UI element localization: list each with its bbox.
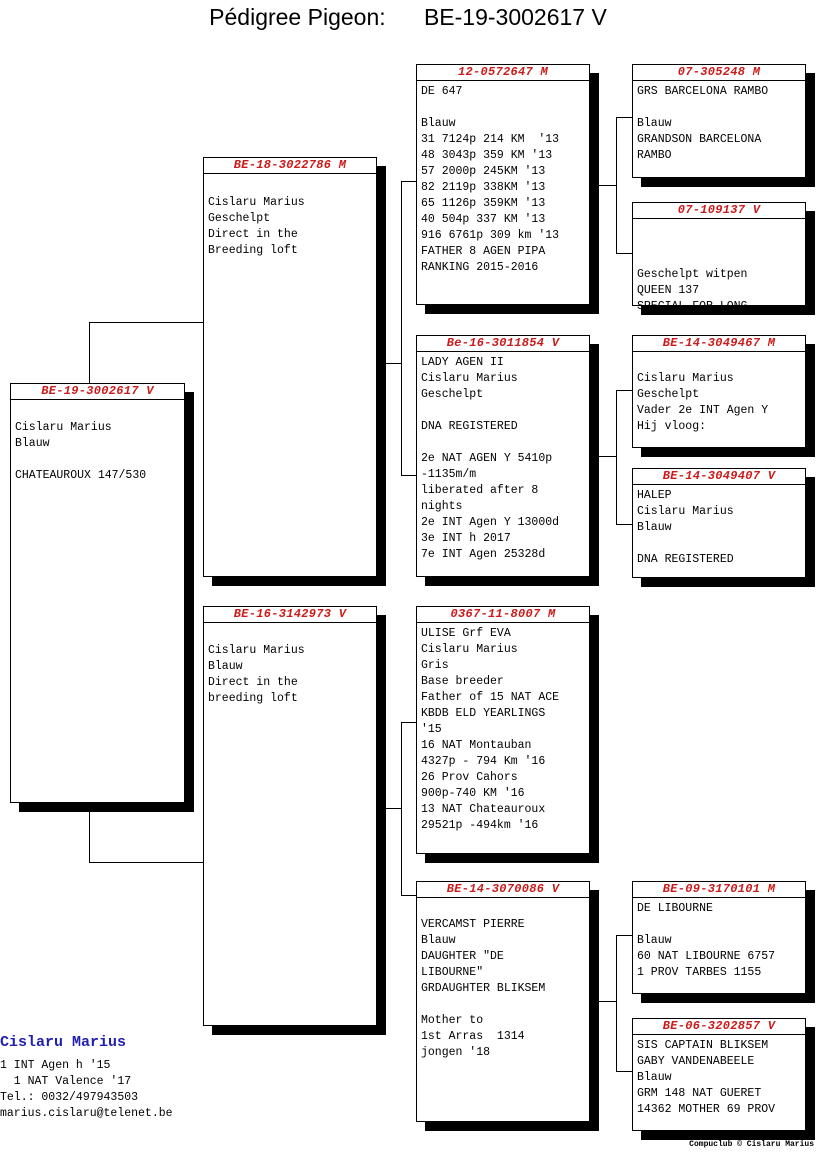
connector — [616, 1071, 632, 1072]
ring-number: 0367-11-8007 M — [417, 607, 589, 623]
connector — [401, 181, 402, 475]
connector — [385, 363, 401, 364]
pigeon-card-subject[interactable] — [10, 383, 185, 803]
ring-number: BE-06-3202857 V — [633, 1019, 805, 1035]
connector — [401, 895, 416, 896]
connector — [616, 117, 632, 118]
pigeon-card-sds[interactable] — [632, 335, 806, 448]
pigeon-card-ssd[interactable] — [632, 202, 806, 313]
connector — [401, 722, 416, 723]
pigeon-card-dam[interactable] — [203, 606, 377, 1026]
connector — [89, 322, 204, 323]
connector — [89, 322, 90, 384]
pigeon-details: DE LIBOURNE Blauw 60 NAT LIBOURNE 6757 1 PROV TARBES 1155 — [637, 902, 776, 979]
connector — [616, 253, 632, 254]
owner-name: Cislaru Marius — [0, 1034, 127, 1051]
ring-number: 12-0572647 M — [417, 65, 589, 81]
ring-number: BE-14-3070086 V — [417, 882, 589, 898]
pigeon-details: Cislaru Marius Geschelpt Vader 2e INT Agen Y Hij vloog: — [637, 372, 769, 433]
ring-number: 07-109137 V — [633, 203, 805, 219]
pigeon-details: ULISE Grf EVA Cislaru Marius Gris Base breeder Father of 15 NAT ACE KBDB ELD YEARLINGS '15 16 NAT Montauban 4327p - 794 Km '16 26 Prov Cahors 900p-740 KM '16 13 NAT Chateauroux 29521p -494km '16 — [421, 627, 560, 832]
pigeon-details: LADY AGEN II Cislaru Marius Geschelpt DNA REGISTERED 2e NAT AGEN Y 5410p -1135m/m liberated after 8 nights 2e INT Agen Y 13000d 3e INT h 2017 7e INT Agen 25328d — [421, 356, 560, 561]
ring-number: 07-305248 M — [633, 65, 805, 81]
connector — [89, 862, 204, 863]
pigeon-card-dam-dam[interactable] — [416, 881, 590, 1122]
pigeon-card-dam-sire[interactable] — [416, 606, 590, 854]
pigeon-details: Cislaru Marius Blauw Direct in the breeding loft — [208, 644, 305, 705]
ring-number: BE-16-3142973 V — [204, 607, 376, 623]
connector — [598, 456, 616, 457]
connector — [401, 722, 402, 895]
pigeon-card-sss[interactable] — [632, 64, 806, 178]
connector — [598, 1001, 616, 1002]
pigeon-details: GRS BARCELONA RAMBO Blauw GRANDSON BARCELONA RAMBO — [637, 85, 769, 162]
ring-number: BE-19-3002617 V — [11, 384, 184, 400]
footer-copyright: Compuclub © Cislaru Marius — [689, 1140, 814, 1149]
connector — [616, 935, 632, 936]
ring-number: BE-09-3170101 M — [633, 882, 805, 898]
connector — [598, 185, 616, 186]
pigeon-card-sdd[interactable] — [632, 468, 806, 578]
pigeon-card-sire-sire[interactable] — [416, 64, 590, 305]
pigeon-details: Cislaru Marius Geschelpt Direct in the Breeding loft — [208, 196, 305, 257]
connector — [616, 390, 632, 391]
pigeon-card-sire-dam[interactable] — [416, 335, 590, 577]
connector — [401, 181, 416, 182]
pigeon-details: Cislaru Marius Blauw CHATEAUROUX 147/530 — [15, 421, 147, 482]
ring-number: Be-16-3011854 V — [417, 336, 589, 352]
connector — [89, 810, 90, 863]
connector — [616, 117, 617, 253]
pigeon-details: VERCAMST PIERRE Blauw DAUGHTER "DE LIBOURNE" GRDAUGHTER BLIKSEM Mother to 1st Arras 1314 jongen '18 — [421, 918, 546, 1059]
connector — [616, 524, 632, 525]
ring-number: BE-14-3049467 M — [633, 336, 805, 352]
pigeon-card-ddd[interactable] — [632, 1018, 806, 1131]
connector — [616, 390, 617, 524]
ring-number: BE-14-3049407 V — [633, 469, 805, 485]
pigeon-details: HALEP Cislaru Marius Blauw DNA REGISTERED — [637, 489, 734, 566]
pigeon-card-dds[interactable] — [632, 881, 806, 994]
connector — [401, 475, 416, 476]
pigeon-details: DE 647 Blauw 31 7124p 214 KM '13 48 3043p 359 KM '13 57 2000p 245KM '13 82 2119p 338KM '13 65 1126p 359KM '13 40 504p 337 KM '13 916 6761p 309 km '13 FATHER 8 AGEN PIPA RANKING 2015-2016 — [421, 85, 560, 274]
owner-info: 1 INT Agen h '15 1 NAT Valence '17 Tel.: 0032/497943503 marius.cislaru@telenet.be — [0, 1059, 173, 1120]
pigeon-card-sire[interactable] — [203, 157, 377, 577]
connector — [385, 808, 401, 809]
page-title: Pédigree Pigeon: BE-19-3002617 V — [209, 4, 607, 30]
ring-number: BE-18-3022786 M — [204, 158, 376, 174]
pigeon-details: Geschelpt witpen QUEEN 137 SPECIAL FOR LONG — [637, 268, 748, 313]
pigeon-details: SIS CAPTAIN BLIKSEM GABY VANDENABEELE Blauw GRM 148 NAT GUERET 14362 MOTHER 69 PROV — [637, 1039, 776, 1116]
connector — [616, 935, 617, 1071]
